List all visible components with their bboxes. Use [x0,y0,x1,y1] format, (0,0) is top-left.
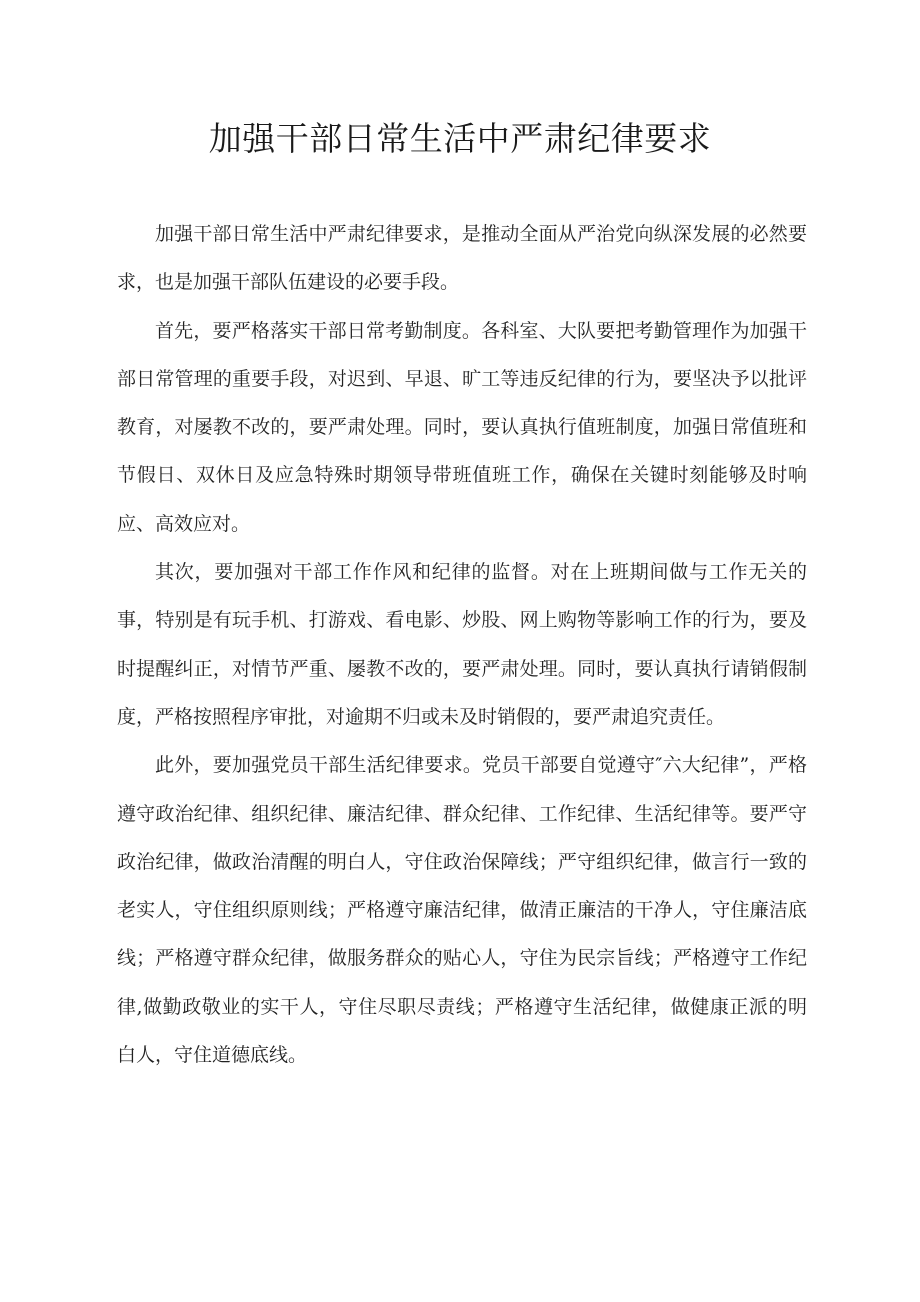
document-body [117,210,807,1079]
paragraph-supervision: 其次，要加强对干部工作作风和纪律的监督。对在上班期间做与工作无关的事，特别是有玩手机、打游戏、看电影、炒股、网上购物等影响工作的行为，要及时提醒纠正，对情节严重、屡教不改的，要严肃处理。同时，要认真执行请销假制度，严格按照程序审批，对逾期不归或未及时销假的，要严肃追究责任。 [117,561,807,728]
paragraph-intro: 加强干部日常生活中严肃纪律要求，是推动全面从严治党向纵深发展的必然要求，也是加强干部队伍建设的必要手段。 [117,223,807,294]
paragraph-attendance: 首先，要严格落实干部日常考勤制度。各科室、大队要把考勤管理作为加强干部日常管理的重要手段，对迟到、早退、旷工等违反纪律的行为，要坚决予以批评教育，对屡教不改的，要严肃处理。同时，要认真执行值班制度，加强日常值班和节假日、双休日及应急特殊时期领导带班值班工作，确保在关键时刻能够及时响应、高效应对。 [117,319,807,535]
document-title: 加强干部日常生活中严肃纪律要求 [208,119,712,158]
paragraph-discipline: 此外，要加强党员干部生活纪律要求。党员干部要自觉遵守″六大纪律”，严格遵守政治纪律、组织纪律、廉洁纪律、群众纪律、工作纪律、生活纪律等。要严守政治纪律，做政治清醒的明白人，守住政治保障线；严守组织纪律，做言行一致的老实人，守住组织原则线；严格遵守廉洁纪律，做清正廉洁的干净人，守住廉洁底线；严格遵守群众纪律，做服务群众的贴心人，守住为民宗旨线；严格遵守工作纪律,做勤政敬业的实干人，守住尽职尽责线；严格遵守生活纪律，做健康正派的明白人，守住道德底线。 [117,754,807,1067]
